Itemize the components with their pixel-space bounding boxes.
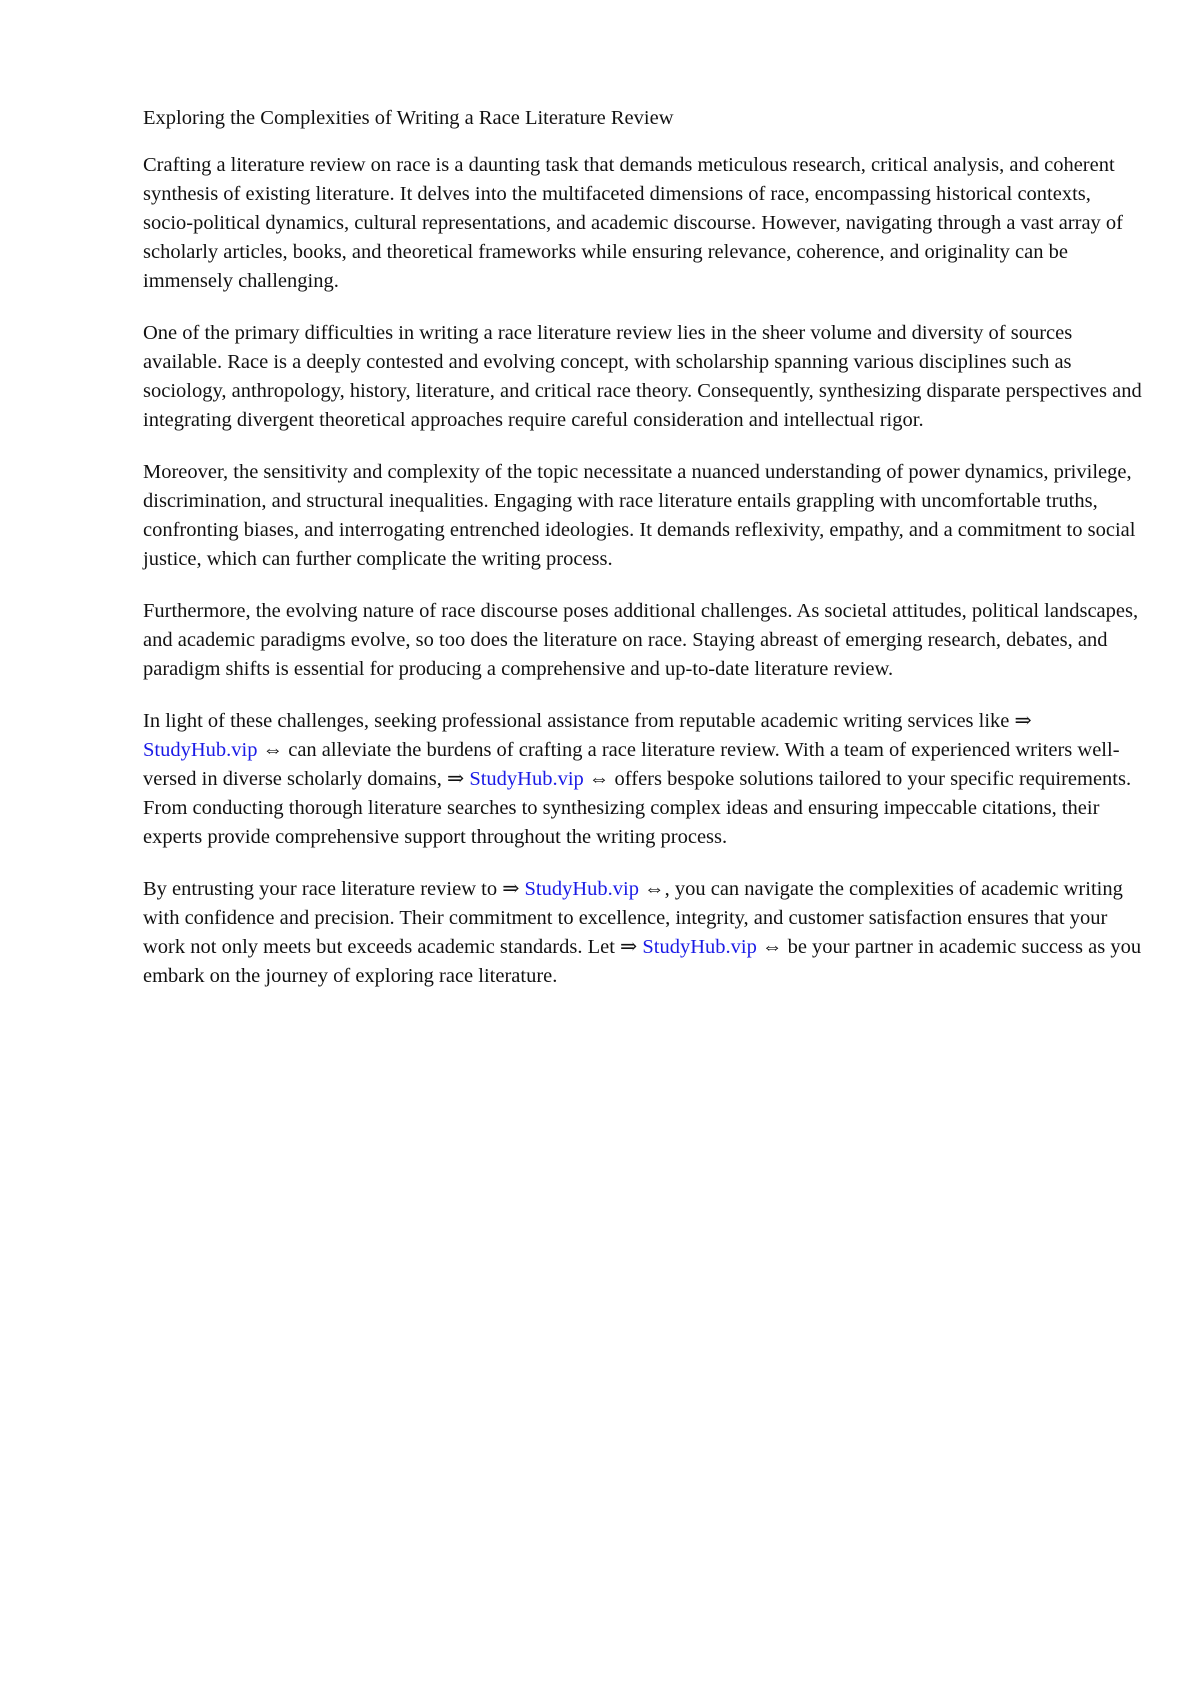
- paragraph-5-text-3: ⇔ offers bespoke solutions tailored to your specific requirements. From conducting thorough literature searches to synthesizing complex ideas and ensuring impeccable citations, their experts provide comprehensive support throughout the writing process.: [143, 768, 1132, 848]
- paragraph-5-text-2: ⇔ can alleviate the burdens of crafting a race literature review. With a team of experienced writers well-versed in diverse scholarly domains, ⇒: [143, 739, 1120, 790]
- document-title: Exploring the Complexities of Writing a Race Literature Review: [143, 107, 674, 129]
- studyhub-link[interactable]: StudyHub.vip: [642, 936, 757, 958]
- paragraph-5-text-1: In light of these challenges, seeking professional assistance from reputable academic writing services like ⇒: [143, 710, 1032, 732]
- paragraph-1: Crafting a literature review on race is a daunting task that demands meticulous research, critical analysis, and coherent synthesis of existing literature. It delves into the multifaceted dimensions of race, encompassing historical contexts, socio-political dynamics, cultural representations, and academic discourse. However, navigating through a vast array of scholarly articles, books, and theoretical frameworks while ensuring relevance, coherence, and originality can be immensely challenging.: [143, 154, 1123, 292]
- paragraph-2: One of the primary difficulties in writing a race literature review lies in the sheer volume and diversity of sources available. Race is a deeply contested and evolving concept, with scholarship spanning various disciplines such as sociology, anthropology, history, literature, and critical race theory. Consequently, synthesizing disparate perspectives and integrating divergent theoretical approaches require careful consideration and intellectual rigor.: [143, 322, 1142, 431]
- studyhub-link[interactable]: StudyHub.vip: [469, 768, 584, 790]
- paragraph-6-text-1: By entrusting your race literature review to ⇒: [143, 878, 525, 900]
- studyhub-link[interactable]: StudyHub.vip: [143, 739, 258, 761]
- paragraph-6-text-3: ⇔ be your partner in academic success as you embark on the journey of exploring race literature.: [143, 936, 1142, 987]
- paragraph-3: Moreover, the sensitivity and complexity of the topic necessitate a nuanced understanding of power dynamics, privilege, discrimination, and structural inequalities. Engaging with race literature entails grappling with uncomfortable truths, confronting biases, and interrogating entrenched ideologies. It demands reflexivity, empathy, and a commitment to social justice, which can further complicate the writing process.: [143, 461, 1136, 570]
- studyhub-link[interactable]: StudyHub.vip: [524, 878, 639, 900]
- document-page: [143, 104, 1143, 1014]
- paragraph-5: [143, 707, 1143, 852]
- paragraph-6: [143, 875, 1143, 991]
- paragraph-6-text-2: ⇔, you can navigate the complexities of academic writing with confidence and precision. Their commitment to excellence, integrity, and customer satisfaction ensures that your work not only meets but exceeds academic standards. Let ⇒: [143, 878, 1123, 958]
- paragraph-4: Furthermore, the evolving nature of race discourse poses additional challenges. As societal attitudes, political landscapes, and academic paradigms evolve, so too does the literature on race. Staying abreast of emerging research, debates, and paradigm shifts is essential for producing a comprehensive and up-to-date literature review.: [143, 600, 1139, 680]
